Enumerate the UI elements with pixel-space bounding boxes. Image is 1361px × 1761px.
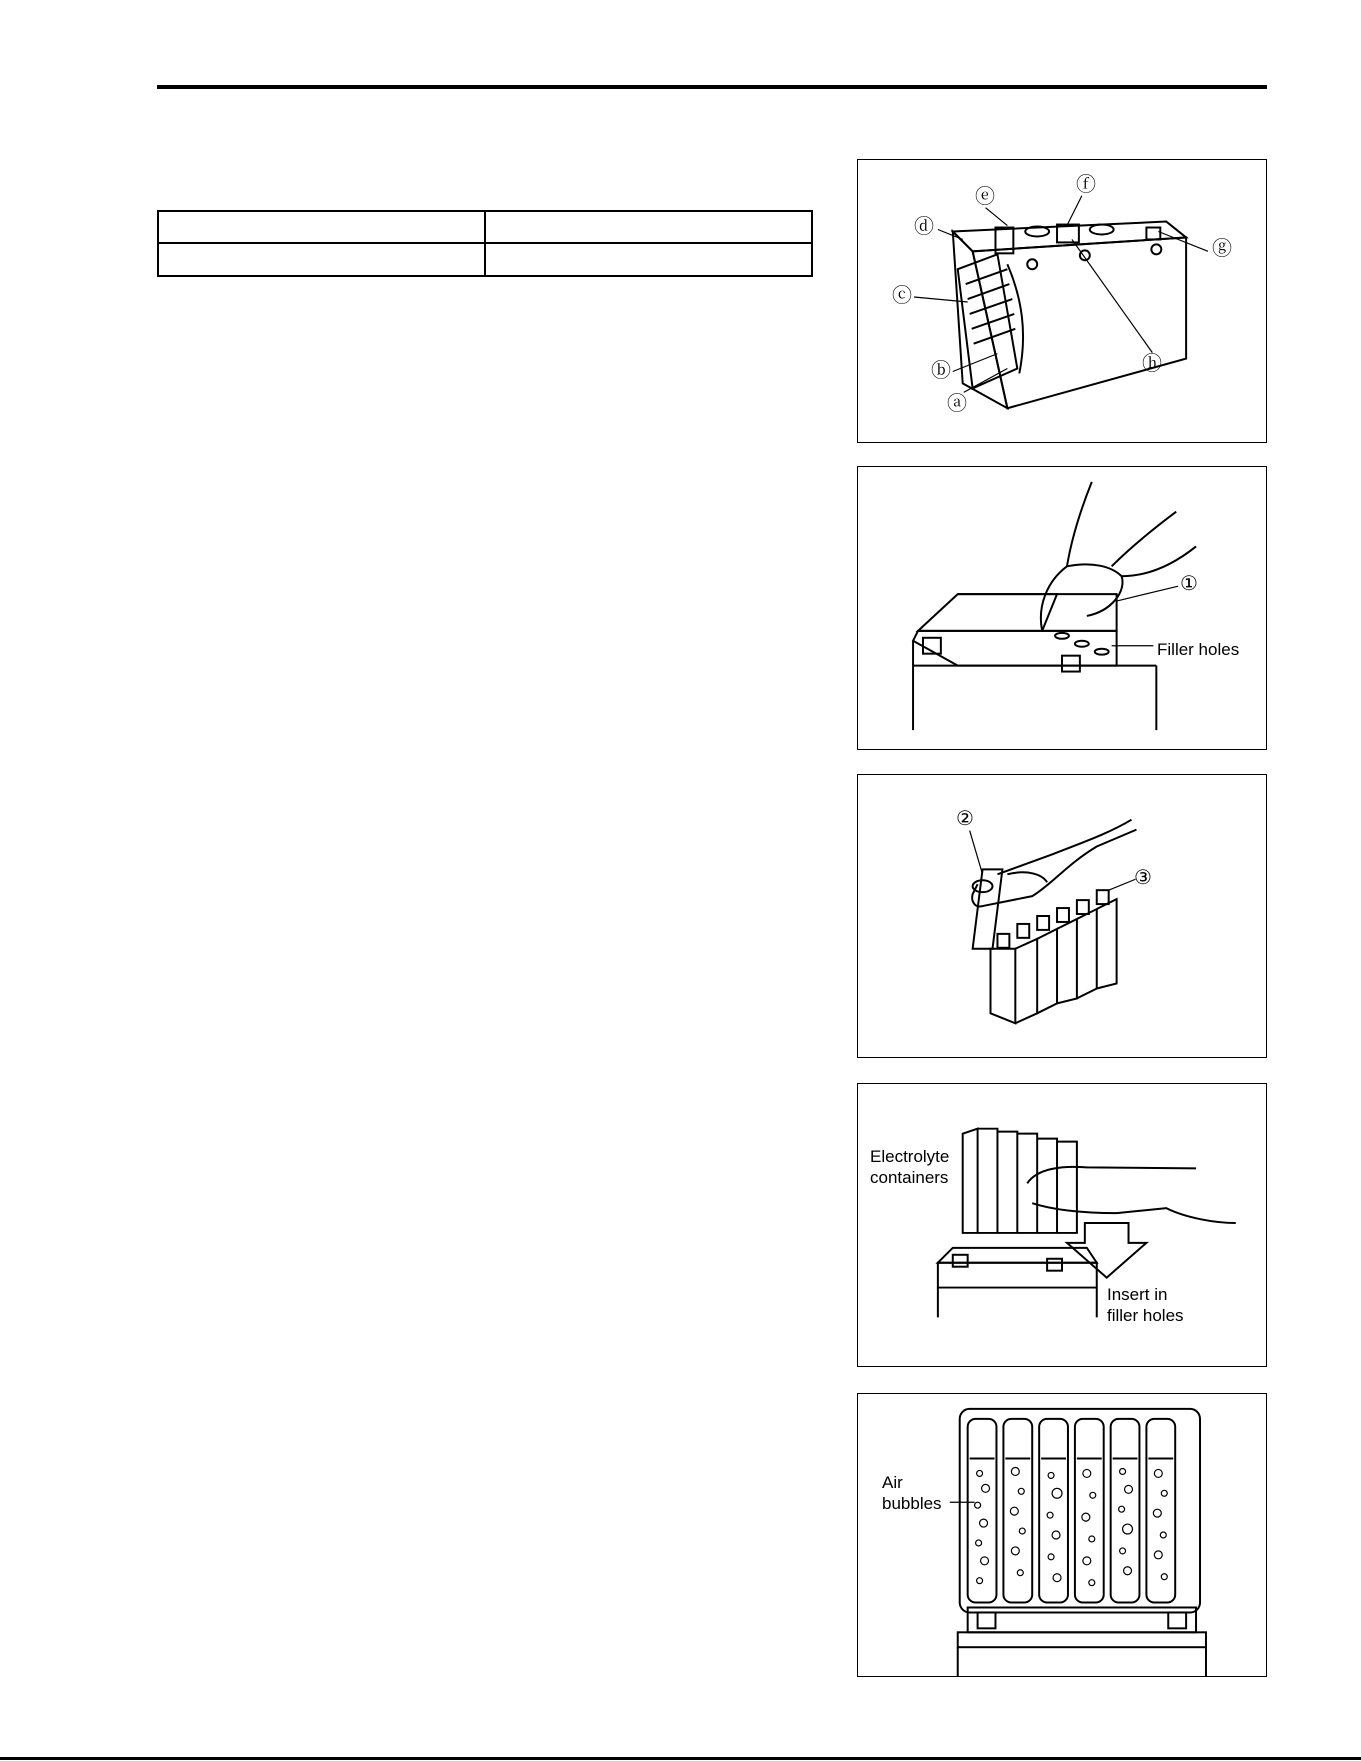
electrolyte-label-line2: containers <box>870 1168 949 1187</box>
insert-label-line1: Insert in <box>1107 1285 1168 1304</box>
callout-g: ⓖ <box>1212 238 1232 260</box>
callout-h: ⓗ <box>1142 353 1162 375</box>
callout-b: ⓑ <box>931 360 951 382</box>
callout-3: ③ <box>1134 867 1152 889</box>
insert-containers-illustration <box>858 1084 1266 1366</box>
specification-table <box>157 210 813 277</box>
table-cell <box>486 212 811 244</box>
callout-d: ⓓ <box>914 216 934 238</box>
footer-rule <box>0 1757 1361 1760</box>
battery-cutaway-figure <box>857 159 1267 443</box>
table-cell <box>159 244 486 276</box>
filler-holes-label: Filler holes <box>1157 640 1240 659</box>
air-label-line1: Air <box>882 1473 903 1492</box>
header-rule <box>157 85 1267 89</box>
remove-seal-illustration <box>858 467 1266 749</box>
insert-label-line2: filler holes <box>1107 1306 1184 1325</box>
callout-f: ⓕ <box>1076 174 1096 196</box>
air-bubbles-figure <box>857 1393 1267 1677</box>
callout-e: ⓔ <box>975 186 995 208</box>
remove-seal-figure <box>857 466 1267 750</box>
air-label-line2: bubbles <box>882 1494 942 1513</box>
callout-a: ⓐ <box>947 393 967 415</box>
insert-containers-figure <box>857 1083 1267 1367</box>
table-cell <box>159 212 486 244</box>
electrolyte-label-line1: Electrolyte <box>870 1147 950 1166</box>
air-bubbles-illustration <box>858 1394 1266 1676</box>
callout-2: ② <box>956 808 974 830</box>
battery-cutaway-illustration <box>858 160 1266 442</box>
callout-1: ① <box>1180 573 1198 595</box>
table-cell <box>486 244 811 276</box>
remove-caps-figure <box>857 774 1267 1058</box>
remove-caps-illustration <box>858 775 1266 1057</box>
callout-c: ⓒ <box>892 285 912 307</box>
